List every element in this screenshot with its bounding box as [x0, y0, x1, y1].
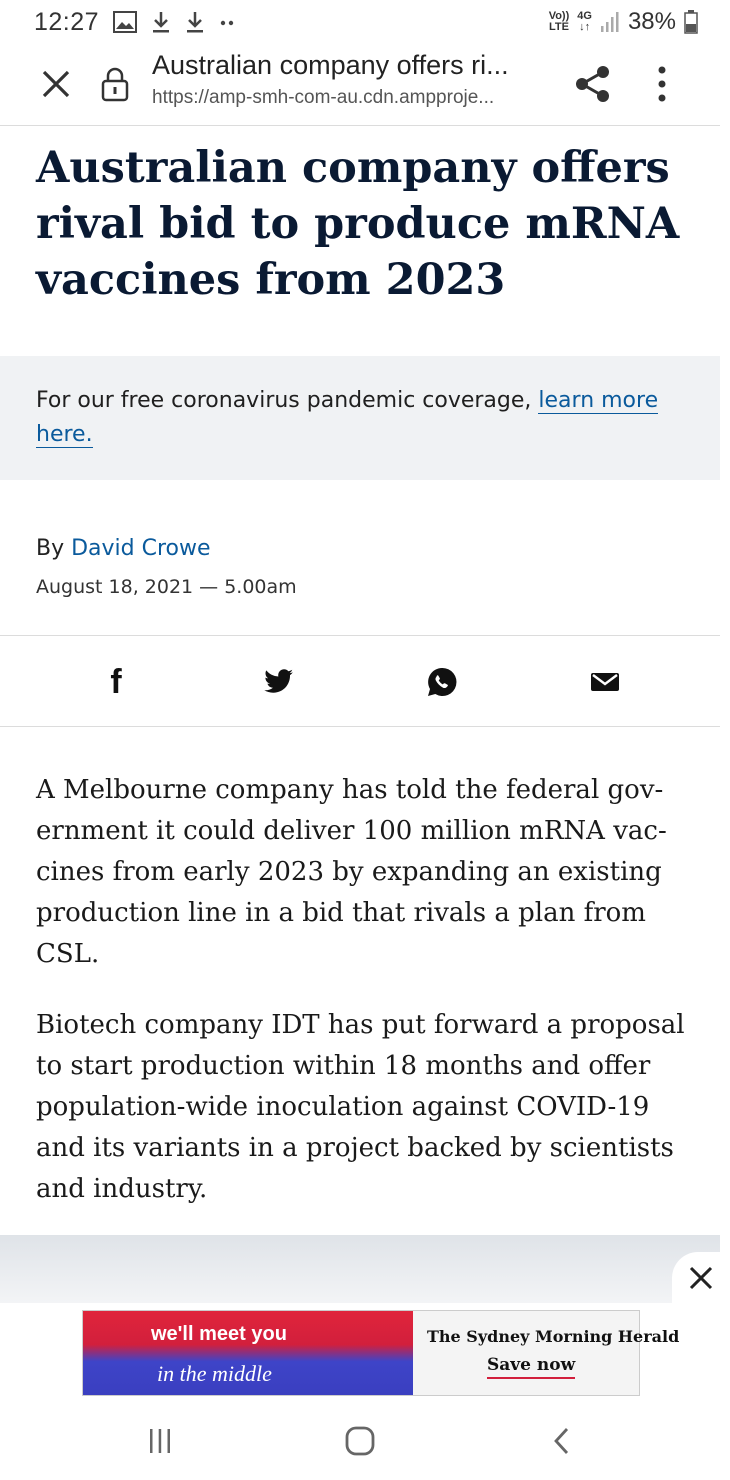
ad-masthead: The Sydney Morning Herald	[427, 1327, 680, 1346]
article-paragraph: A Melbourne company has told the federal gov-ernment it could deliver 100 million mRNA vac-cines from early 2023 by expanding an existing production line in a bid that rivals a plan from CSL.	[36, 775, 667, 969]
ad-banner[interactable]	[82, 1310, 680, 1396]
article-paragraph: Biotech company IDT has put forward a proposal to start production within 18 months and offer population-wide inoculation against COVID-19 and its variants in a project backed by scientists and industry.	[36, 1010, 685, 1204]
article-body	[36, 770, 686, 1240]
overflow-menu-button[interactable]	[652, 64, 672, 104]
volte-indicator: Vo)) LTE	[548, 10, 570, 33]
promo-text: For our free coronavirus pandemic coverage,	[36, 388, 539, 413]
page-url: https://amp-smh-com-au.cdn.ampproje...	[152, 87, 495, 108]
publish-date: August 18, 2021 — 5.00am	[36, 576, 297, 598]
coverage-promo	[0, 356, 720, 480]
more-notifications-icon	[219, 17, 235, 27]
share-whatsapp-button[interactable]	[424, 664, 460, 700]
download-icon-2	[185, 10, 205, 34]
share-email-button[interactable]	[587, 664, 623, 700]
image-notification-icon	[113, 11, 137, 33]
custom-tab-toolbar	[0, 44, 720, 126]
more-vertical-icon	[652, 64, 672, 104]
url-display[interactable]	[152, 50, 562, 109]
facebook-icon: f	[110, 662, 122, 701]
recent-apps-icon	[145, 1427, 175, 1455]
share-icon	[574, 64, 612, 104]
byline-prefix: By	[36, 536, 72, 561]
social-share-bar	[0, 635, 720, 727]
share-facebook-button[interactable]	[98, 664, 134, 700]
home-button[interactable]	[340, 1424, 380, 1458]
close-tab-button[interactable]	[38, 66, 74, 102]
status-bar	[0, 0, 720, 44]
byline	[36, 536, 211, 561]
battery-percentage: 38%	[627, 8, 676, 35]
ad-cta-button[interactable]: Save now	[487, 1355, 575, 1379]
signal-strength-icon	[600, 11, 620, 33]
status-time: 12:27	[34, 7, 100, 36]
share-twitter-button[interactable]	[261, 664, 297, 700]
close-ad-button[interactable]	[672, 1252, 730, 1304]
close-icon	[688, 1265, 714, 1291]
home-icon	[343, 1424, 377, 1458]
back-icon	[550, 1426, 574, 1456]
ad-container-background	[0, 1235, 720, 1303]
back-button[interactable]	[542, 1424, 582, 1458]
share-button[interactable]	[574, 64, 612, 104]
whatsapp-icon	[426, 666, 458, 698]
system-navigation-bar	[0, 1400, 720, 1480]
twitter-icon	[264, 669, 294, 695]
battery-icon	[684, 10, 698, 34]
recent-apps-button[interactable]	[140, 1424, 180, 1458]
article-headline: Australian company offers rival bid to produce mRNA vaccines from 2023	[36, 143, 680, 305]
lock-icon	[100, 66, 130, 102]
download-icon	[151, 10, 171, 34]
learn-more-link[interactable]: learn more here.	[36, 388, 659, 447]
ad-tagline-2: in the middle	[157, 1361, 272, 1386]
close-icon	[38, 66, 74, 102]
network-type-indicator: 4G ↓↑	[577, 10, 592, 33]
page-title: Australian company offers ri...	[152, 50, 509, 80]
email-icon	[590, 671, 620, 693]
author-link[interactable]: David Crowe	[71, 536, 211, 561]
site-security-button[interactable]	[100, 66, 130, 102]
ad-masthead-panel	[413, 1311, 680, 1395]
ad-artwork	[83, 1311, 413, 1395]
ad-tagline-1: we'll meet you	[151, 1323, 287, 1345]
